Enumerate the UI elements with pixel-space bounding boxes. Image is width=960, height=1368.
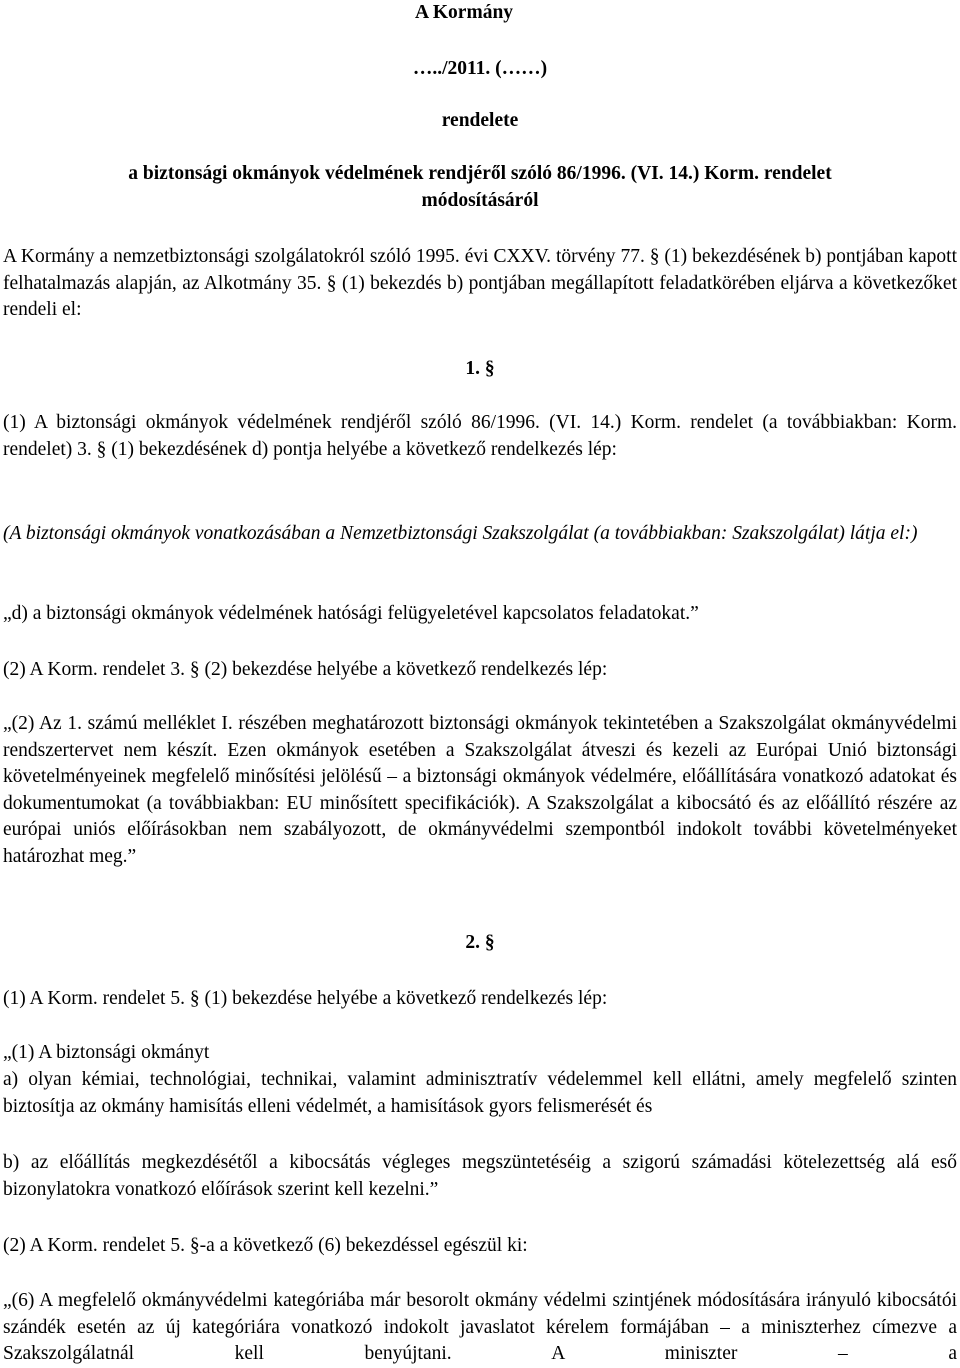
decree-title-line-1: a biztonsági okmányok védelmének rendjéről szóló 86/1996. (VI. 14.) Korm. rendelet [128,163,832,184]
section-2-heading: 2. § [465,932,495,953]
decree-title-line-2: módosításáról [421,190,539,211]
section-2-quote-6: „(6) A megfelelő okmányvédelmi kategóriába már besorolt okmány védelmi szintjének módosítására irányuló kibocsátói szándék esetén az új kategóriára vonatkozó indokolt javaslatot kérelem formájában – a miniszterhez címezve a Szakszolgálatnál kell benyújtani. A miniszter – a [3,1290,957,1365]
section-1-paragraph-2: (2) A Korm. rendelet 3. § (2) bekezdése helyébe a következő rendelkezés lép: [3,659,608,680]
section-1-quote-2: „(2) Az 1. számú melléklet I. részében meghatározott biztonsági okmányok tekintetében a Szakszolgálat okmányvédelmi rendszertervet nem készít. Ezen okmányok esetében a Szakszolgálat átveszi és kezeli az Európai Unió biztonsági követelményeinek megfelelő minősítési jelölésű – a biztonsági okmányok védelmére, előállítására vonatkozó adatokat és dokumentumokat (a továbbiakban: EU minősített specifikációk). A Szakszolgálat a kibocsátó és az előállító részére az európai uniós előírásokban nem szabályozott, de okmányvédelmi szempontból indokolt további követelményeket határozhat meg.” [3,713,957,867]
section-2-quote-b: b) az előállítás megkezdésétől a kibocsátás végleges megszüntetéséig a szigorú számadási kötelezettség alá eső bizonylatokra vonatkozó előírások szerint kell kezelni.” [3,1152,957,1200]
section-1-heading: 1. § [465,358,495,379]
section-2-quote-intro: „(1) A biztonsági okmányt [3,1042,210,1063]
section-2-quote-a: a) olyan kémiai, technológiai, technikai, valamint adminisztratív védelemmel kell ellátni, amely megfelelő szinten biztosítja az okmány hamisítás elleni védelmét, a hamisítások gyors felismerését és [3,1069,957,1117]
section-1-paragraph-1: (1) A biztonsági okmányok védelmének rendjéről szóló 86/1996. (VI. 14.) Korm. rendelet (a továbbiakban: Korm. rendelet) 3. § (1) bekezdésének d) pontja helyébe a következő rendelkezés lép: [3,412,957,460]
issuing-authority: A Kormány [415,2,514,23]
section-2-paragraph-2: (2) A Korm. rendelet 5. §-a a következő (6) bekezdéssel egészül ki: [3,1235,528,1256]
decree-type: rendelete [441,110,519,131]
decree-number: …../2011. (……) [412,58,548,79]
section-1-quote-d: „d) a biztonsági okmányok védelmének hatósági felügyeletével kapcsolatos feladatokat.” [3,603,699,624]
section-2-paragraph-1: (1) A Korm. rendelet 5. § (1) bekezdése helyébe a következő rendelkezés lép: [3,988,608,1009]
preamble: A Kormány a nemzetbiztonsági szolgálatokról szóló 1995. évi CXXV. törvény 77. § (1) bekezdésének b) pontjában kapott felhatalmazás alapján, az Alkotmány 35. § (1) bekezdés b) pontjában megállapított feladatkörében eljárva a következőket rendeli el: [3,246,957,321]
section-1-context: (A biztonsági okmányok vonatkozásában a Nemzetbiztonsági Szakszolgálat (a továbbiakban: Szakszolgálat) látja el:) [3,523,918,544]
